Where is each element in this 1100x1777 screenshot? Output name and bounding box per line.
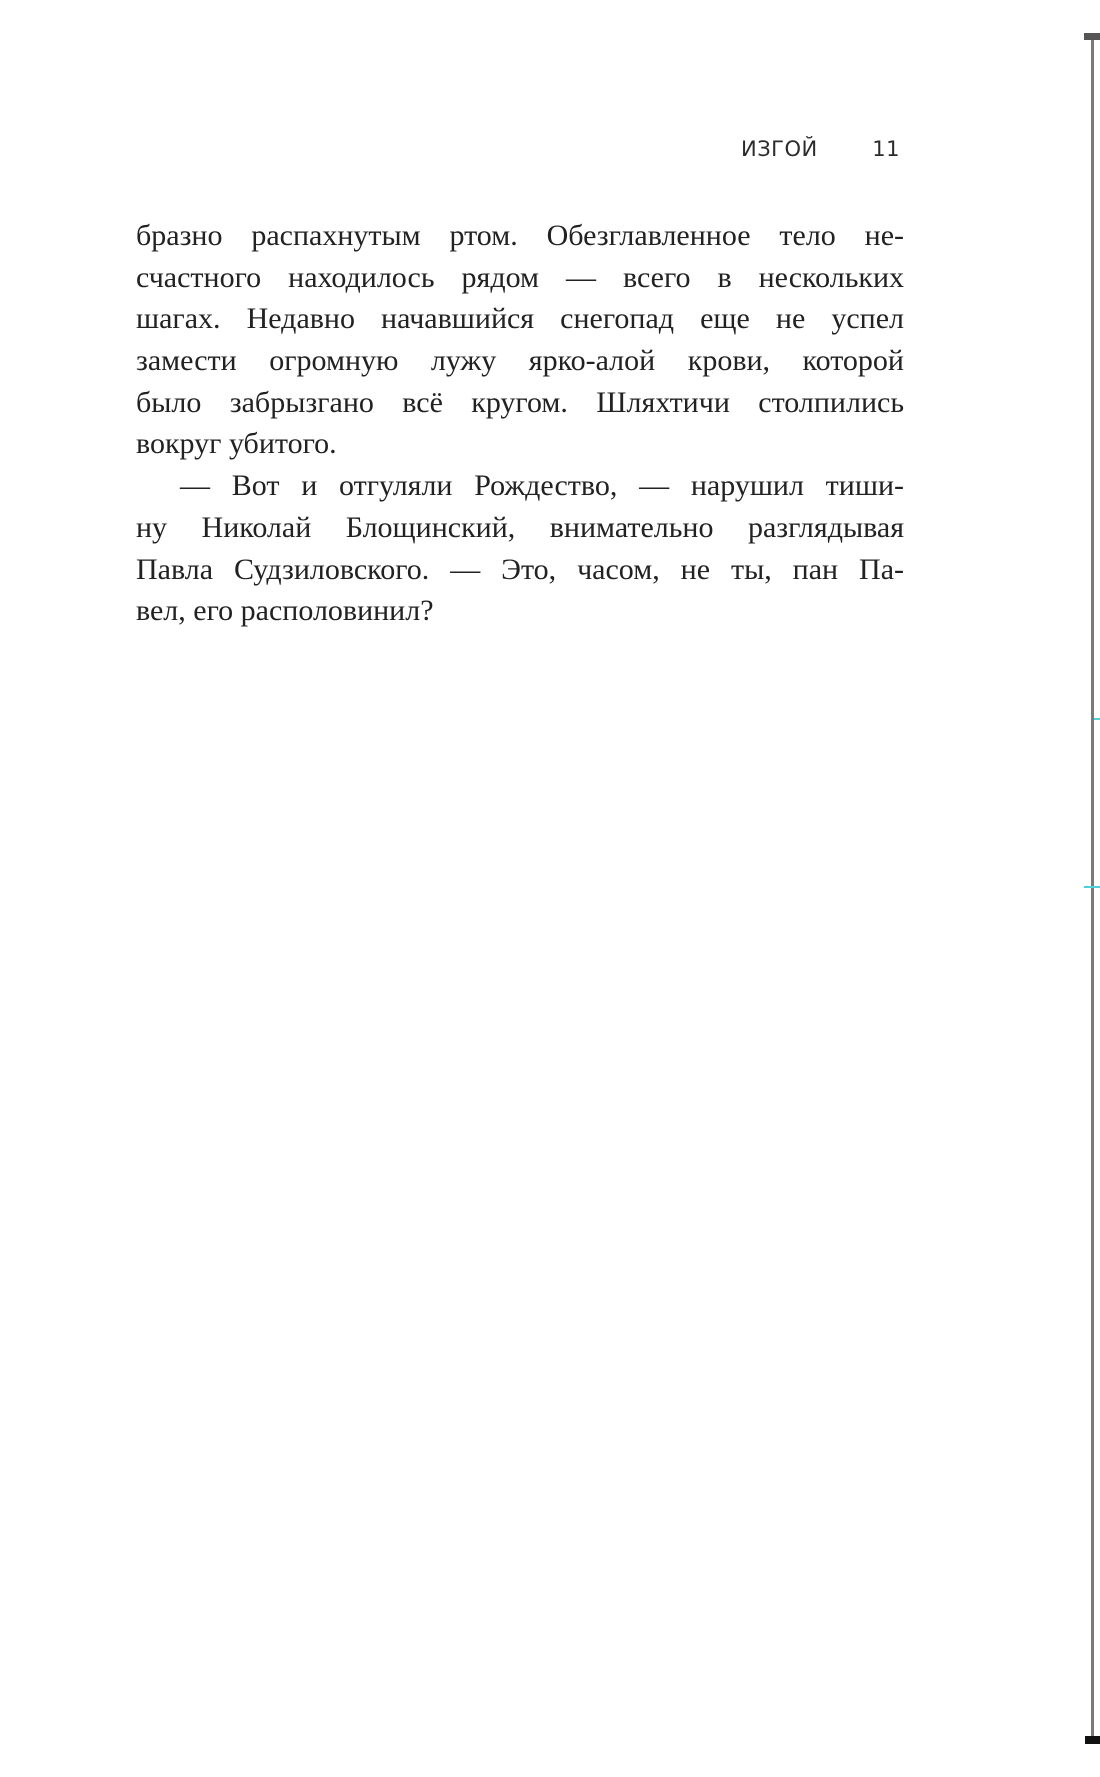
guide-tick <box>1094 718 1100 720</box>
page-edge-line <box>1091 37 1094 1740</box>
text-line: Павла Судзиловского. — Это, часом, не ты, пан Па- <box>136 552 904 586</box>
text-line: бразно распахнутым ртом. Обезглавленное тело не- <box>136 219 904 252</box>
page-number: 11 <box>872 137 900 161</box>
trim-mark-bottom <box>1085 1736 1100 1744</box>
chapter-title: ИЗГОЙ <box>741 137 818 161</box>
text-line: замести огромную лужу ярко-алой крови, которой <box>136 344 904 378</box>
running-head <box>700 137 904 165</box>
text-line: шагах. Недавно начавшийся снегопад еще не успел <box>136 302 904 336</box>
text-line: вел, его располовинил? <box>136 594 434 628</box>
body-text <box>136 215 904 632</box>
text-line: вокруг убитого. <box>136 427 337 461</box>
guide-tick <box>1084 886 1100 888</box>
trim-mark-top <box>1084 33 1100 40</box>
text-line: было забрызгано всё кругом. Шляхтичи столпились <box>136 385 904 419</box>
text-line: ну Николай Блощинский, внимательно разглядывая <box>136 510 904 544</box>
text-line: — Вот и отгуляли Рождество, — нарушил тиши- <box>180 469 904 503</box>
text-line: счастного находилось рядом — всего в нескольких <box>136 260 904 294</box>
